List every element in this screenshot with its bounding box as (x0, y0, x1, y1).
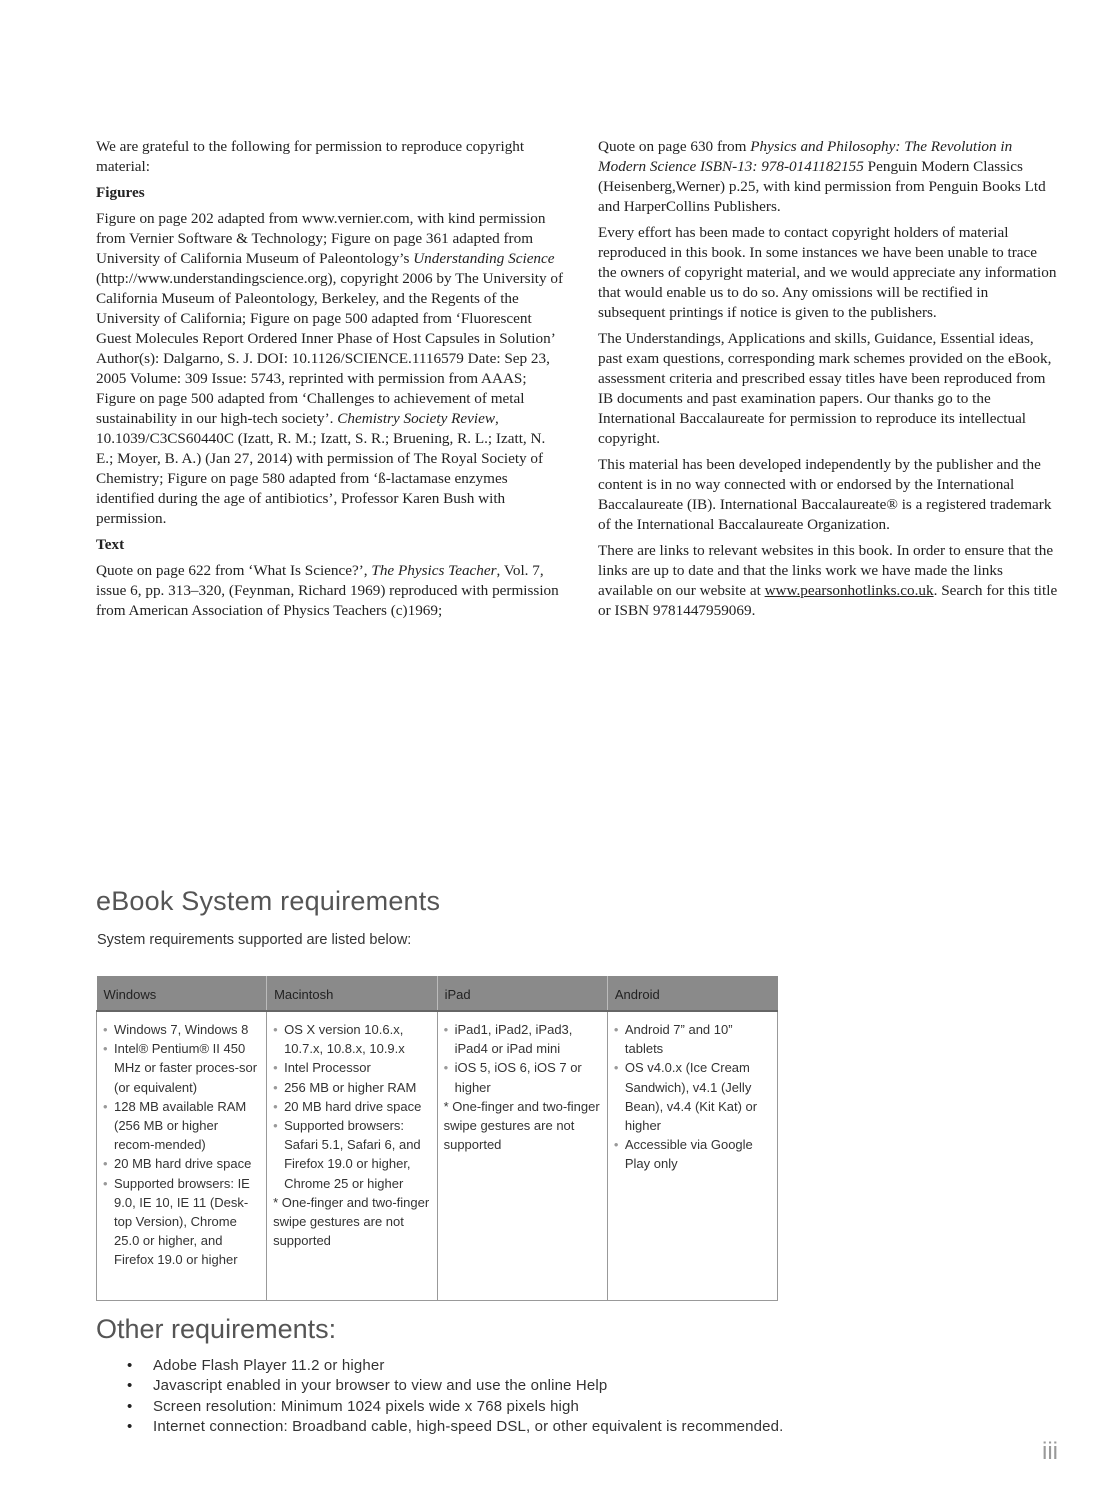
macintosh-list (273, 1020, 431, 1193)
copyright-effort-note: Every effort has been made to contact copyright holders of material reproduced in this book. In some instances we have been unable to trace the owners of copyright material, and we would appreciate any information that would enable us to do so. Any omissions will be rectified in subsequent printings if notice is given to the publishers. (598, 224, 1057, 321)
list-item: • OS v4.0.x (Ice Cream Sandwich), v4.1 (Jelly Bean), v4.4 (Kit Kat) or higher (614, 1058, 771, 1135)
other-requirements-list (127, 1356, 783, 1438)
macintosh-note: * One-finger and two-finger swipe gestures are not supported (273, 1194, 430, 1249)
list-item: • 20 MB hard drive space (273, 1097, 431, 1116)
ipad-list (444, 1020, 601, 1097)
list-item: • 128 MB available RAM (256 MB or higher recom-mended) (103, 1097, 260, 1155)
list-item: • 256 MB or higher RAM (273, 1078, 431, 1097)
list-item: • Windows 7, Windows 8 (103, 1020, 260, 1039)
figures-heading: Figures (96, 184, 145, 201)
list-item: • iOS 5, iOS 6, iOS 7 or higher (444, 1058, 601, 1096)
ack-intro: We are grateful to the following for permission to reproduce copyright material: (96, 138, 525, 175)
acknowledgements-right-column (598, 137, 1058, 627)
header-android: Android (607, 976, 777, 1011)
credit-text: , Vol. 7, issue 6, pp. 313–320, (Feynman, Richard 1969) reproduced with permission from American Association of Physics Teachers (c)1969; (96, 562, 559, 619)
links-note (598, 541, 1058, 621)
credit-text: (http://www.understandingscience.org), copyright 2006 by The University of California Museum of Paleontology, Berkeley, and the Regents of the University of California; Figure on page 500 adapted from ‘Fluorescent Guest Molecules Report Ordered Inner Phase of Host Capsules in Solution’ Author(s): Dalgarno, S. J. DOI: 10.1126/SCIENCE.1116579 Date: Sep 23, 2005 Volume: 309 Issue: 5743, reprinted with permission from AAAS; Figure on page 500 adapted from ‘Challenges to achievement of metal sustainability in our high-tech society’. (96, 270, 564, 427)
table-header-row (97, 976, 778, 1011)
credit-text: Penguin Modern Classics (Heisenberg,Werner) p.25, with kind permission from Penguin Books Ltd and HarperCollins Publishers. (598, 158, 1046, 215)
ebook-requirements-title: eBook System requirements (96, 886, 441, 916)
macintosh-cell (267, 1011, 438, 1300)
credit-text: , 10.1039/C3CS60440C (Izatt, R. M.; Izatt, S. R.; Bruening, R. L.; Izatt, N. E.; Moyer, B. A.) (Jan 27, 2014) with permission of The Royal Society of Chemistry; Figure on page 580 adapted from ‘ß-lactamase enzymes identified during the age of antibiotics’, Professor Karen Bush with permission. (96, 410, 546, 527)
list-item: • Adobe Flash Player 11.2 or higher (127, 1356, 783, 1376)
list-item: • Intel® Pentium® II 450 MHz or faster proces-sor (or equivalent) (103, 1039, 260, 1097)
android-list (614, 1020, 771, 1174)
header-ipad: iPad (437, 976, 607, 1011)
page-number: iii (1042, 1438, 1058, 1465)
pearson-hotlinks-link[interactable]: www.pearsonhotlinks.co.uk (764, 582, 934, 599)
list-item: • Accessible via Google Play only (614, 1135, 771, 1173)
ebook-requirements-subtitle: System requirements supported are listed below: (97, 932, 412, 948)
italic-title: Physics and Philosophy: The Revolution in Modern Science ISBN-13: 978-0141182155 (598, 138, 1013, 175)
figures-credits (96, 209, 566, 529)
header-windows: Windows (97, 976, 267, 1011)
other-requirements-title: Other requirements: (96, 1314, 337, 1344)
ib-permission-note: The Understandings, Applications and skills, Guidance, Essential ideas, past exam questions, corresponding mark schemes provided on the eBook, assessment criteria and prescribed essay titles have been reproduced from IB documents and past examination papers. Our thanks go to the International Baccalaureate for permission to reproduce its intellectual copyright. (598, 330, 1052, 447)
list-item: • Supported browsers: Safari 5.1, Safari 6, and Firefox 19.0 or higher, Chrome 25 or higher (273, 1116, 431, 1193)
list-item: • Android 7” and 10” tablets (614, 1020, 771, 1058)
ipad-cell (437, 1011, 607, 1300)
credit-text: Quote on page 630 from (598, 138, 751, 155)
header-macintosh: Macintosh (267, 976, 438, 1011)
links-note-before: There are links to relevant websites in this book. In order to ensure that the links are up to date and that the links work we have made the links available on our website at (598, 542, 1054, 599)
text-credits (96, 561, 566, 621)
italic-title: The Physics Teacher (371, 562, 497, 579)
links-note-after: . Search for this title or ISBN 9781447959069. (598, 582, 1058, 619)
list-item: • Intel Processor (273, 1058, 431, 1077)
list-item: • 20 MB hard drive space (103, 1154, 260, 1173)
acknowledgements-left-column (96, 137, 566, 627)
ib-independence-note: This material has been developed independently by the publisher and the content is in no way connected with or endorsed by the International Baccalaureate (IB). International Baccalaureate® is a registered trademark of the International Baccalaureate Organization. (598, 456, 1052, 533)
windows-list (103, 1020, 260, 1270)
ipad-note: * One-finger and two-finger swipe gestures are not supported (443, 1098, 600, 1153)
list-item: • Screen resolution: Minimum 1024 pixels wide x 768 pixels high (127, 1397, 783, 1417)
windows-cell (97, 1011, 267, 1300)
table-row (97, 1011, 778, 1300)
italic-title: Chemistry Society Review (337, 410, 495, 427)
list-item: • iPad1, iPad2, iPad3, iPad4 or iPad mini (444, 1020, 601, 1058)
credit-text: Quote on page 622 from ‘What Is Science?’, (96, 562, 372, 579)
list-item: • OS X version 10.6.x, 10.7.x, 10.8.x, 10.9.x (273, 1020, 431, 1058)
italic-title: Understanding Science (413, 250, 555, 267)
credit-text: Figure on page 202 adapted from www.vernier.com, with kind permission from Vernier Software & Technology; Figure on page 361 adapted from University of California Museum of Paleontology’s (96, 210, 546, 267)
list-item: • Javascript enabled in your browser to view and use the online Help (127, 1376, 783, 1396)
text-heading: Text (96, 536, 125, 553)
quote-630-credit (598, 137, 1058, 217)
system-requirements-table (96, 976, 778, 1301)
list-item: • Supported browsers: IE 9.0, IE 10, IE 11 (Desk-top Version), Chrome 25.0 or higher, and Firefox 19.0 or higher (103, 1174, 260, 1270)
android-cell (607, 1011, 777, 1300)
list-item: • Internet connection: Broadband cable, high-speed DSL, or other equivalent is recommended. (127, 1417, 783, 1437)
